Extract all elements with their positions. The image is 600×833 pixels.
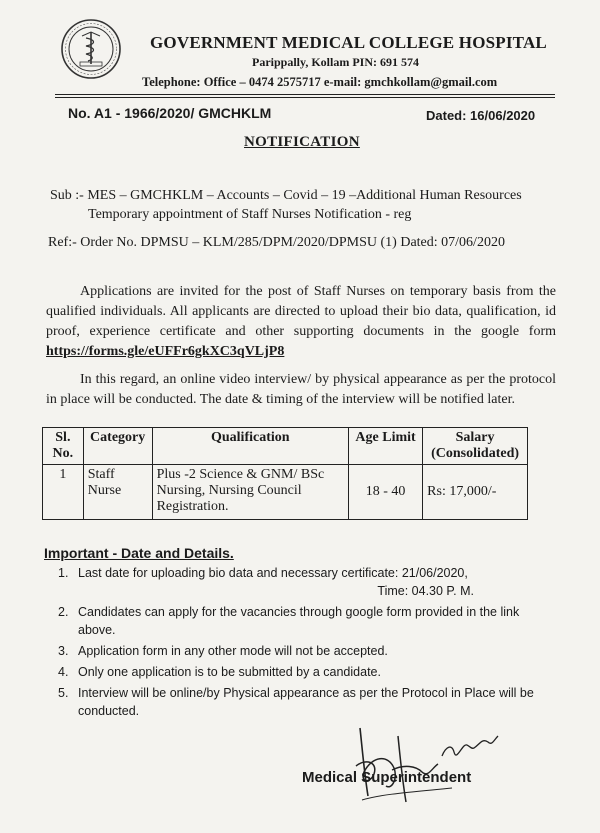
list-item-number: 1. [58, 566, 69, 580]
list-item-text: Interview will be online/by Physical appearance as per the Protocol in Place will be conducted. [78, 686, 534, 718]
list-item-time: Time: 04.30 P. M. [377, 584, 474, 598]
important-heading: Important - Date and Details. [44, 545, 234, 561]
list-item-text: Candidates can apply for the vacancies through google form provided in the link above. [78, 605, 520, 637]
list-item [54, 603, 534, 639]
header-qualification: Qualification [152, 428, 348, 465]
table-header-row [43, 428, 528, 465]
signature-icon [342, 716, 512, 816]
paragraph-applications-text: Applications are invited for the post of Staff Nurses on temporary basis from the qualified individuals. All applicants are directed to upload their bio data, qualification, id proof, experience certificate and other supporting documents in the google form [46, 284, 556, 339]
list-item [54, 663, 534, 681]
list-item-number: 2. [58, 605, 69, 619]
cell-qualification: Plus -2 Science & GNM/ BSc Nursing, Nursing Council Registration. [152, 465, 348, 520]
header-age-limit: Age Limit [348, 428, 422, 465]
list-item [54, 642, 534, 660]
list-item [54, 564, 534, 600]
list-item-text: Last date for uploading bio data and necessary certificate: 21/06/2020, [78, 566, 468, 580]
important-points-list [54, 564, 534, 723]
list-item-text: Application form in any other mode will not be accepted. [78, 644, 388, 658]
cell-salary: Rs: 17,000/- [423, 465, 528, 520]
hospital-contact: Telephone: Office – 0474 2575717 e-mail: gmchkollam@gmail.com [142, 75, 498, 89]
reference-line: Ref:- Order No. DPMSU – KLM/285/DPM/2020/DPMSU (1) Dated: 07/06/2020 [48, 235, 505, 250]
list-item-number: 4. [58, 665, 69, 679]
list-item [54, 684, 534, 720]
notification-heading: NOTIFICATION [244, 134, 360, 150]
subject-line-2: Temporary appointment of Staff Nurses Notification - reg [88, 207, 412, 222]
hospital-name: GOVERNMENT MEDICAL COLLEGE HOSPITAL [150, 33, 547, 52]
cell-category: Staff Nurse [83, 465, 152, 520]
hospital-seal-icon [60, 18, 122, 80]
list-item-number: 3. [58, 644, 69, 658]
header-sl-no: Sl. No. [43, 428, 84, 465]
cell-age-limit: 18 - 40 [348, 465, 422, 520]
cell-sl-no: 1 [43, 465, 84, 520]
date: Dated: 16/06/2020 [426, 108, 536, 123]
subject-line-1: Sub :- MES – GMCHKLM – Accounts – Covid – 19 –Additional Human Resources [50, 188, 522, 203]
list-item-number: 5. [58, 686, 69, 700]
hospital-address: Parippally, Kollam PIN: 691 574 [252, 55, 420, 69]
paragraph-interview: In this regard, an online video interview/ by physical appearance as per the protocol in place will be conducted. The date & timing of the interview will be notified later. [46, 372, 556, 407]
table-row [43, 465, 528, 520]
paragraph-applications [46, 282, 556, 362]
header-salary: Salary (Consolidated) [423, 428, 528, 465]
vacancy-table [42, 427, 528, 520]
signatory-title: Medical Superintendent [302, 769, 472, 786]
google-form-link[interactable]: https://forms.gle/eUFFr6gkXC3qVLjP8 [46, 344, 285, 359]
reference-number: No. A1 - 1966/2020/ GMCHKLM [68, 105, 272, 121]
list-item-text: Only one application is to be submitted by a candidate. [78, 665, 381, 679]
header-divider-second [55, 97, 555, 98]
header-category: Category [83, 428, 152, 465]
header-divider [55, 94, 555, 95]
